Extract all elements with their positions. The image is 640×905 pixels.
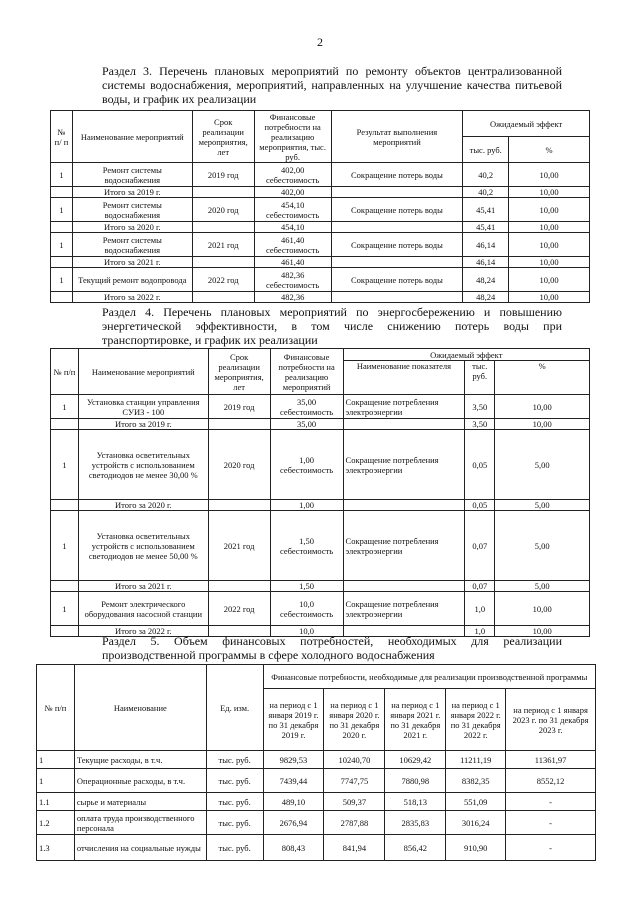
cell-value: 7880,98 bbox=[385, 769, 446, 793]
cell-pct: 10,00 bbox=[495, 592, 590, 626]
cell-fin: 1,00 bbox=[270, 500, 343, 511]
table-row bbox=[51, 198, 590, 222]
cell-fin: 454,10 bbox=[254, 222, 331, 233]
cell-value: 8382,35 bbox=[446, 769, 506, 793]
cell-result: Сокращение потерь воды bbox=[331, 233, 463, 257]
table-total-row bbox=[51, 581, 590, 592]
cell-value: 11361,97 bbox=[506, 751, 596, 769]
cell-thous: 48,24 bbox=[463, 292, 509, 303]
table-total-row bbox=[51, 292, 590, 303]
table-row bbox=[37, 835, 596, 861]
cell-thous: 40,2 bbox=[463, 163, 509, 187]
cell-thous: 0,07 bbox=[465, 581, 495, 592]
cell-fin: 482,36 себестоимость bbox=[254, 268, 331, 292]
cell-term: 2022 год bbox=[192, 268, 254, 292]
s3-header-name: Наименование мероприятий bbox=[72, 111, 192, 163]
cell-fin: 35,00 себестоимость bbox=[270, 395, 343, 419]
table-row bbox=[51, 430, 590, 500]
cell-thous: 46,14 bbox=[463, 257, 509, 268]
cell-pct: 10,00 bbox=[509, 222, 590, 233]
s5-header-period: на период с 1 января 2022 г. по 31 декабря 2022 г. bbox=[446, 689, 506, 751]
s3-header-pct: % bbox=[509, 137, 590, 163]
cell-total-label: Итого за 2020 г. bbox=[72, 222, 192, 233]
cell-unit: тыс. руб. bbox=[206, 769, 263, 793]
cell-fin: 10,0 bbox=[270, 626, 343, 637]
cell-value: 7747,75 bbox=[324, 769, 385, 793]
cell-value: 808,43 bbox=[263, 835, 324, 861]
section-4-table bbox=[50, 348, 590, 637]
cell-num: 1 bbox=[37, 769, 75, 793]
cell-name: Текущий ремонт водопровода bbox=[72, 268, 192, 292]
cell-unit: тыс. руб. bbox=[206, 793, 263, 811]
table-row bbox=[51, 233, 590, 257]
cell-pct: 10,00 bbox=[509, 257, 590, 268]
cell-value: 841,94 bbox=[324, 835, 385, 861]
cell-fin: 402,00 bbox=[254, 187, 331, 198]
s5-header-period: на период с 1 января 2020 г. по 31 декабря 2020 г. bbox=[324, 689, 385, 751]
cell-value: 8552,12 bbox=[506, 769, 596, 793]
cell-thous: 1,0 bbox=[465, 592, 495, 626]
cell-num: 1.3 bbox=[37, 835, 75, 861]
cell-fin: 461,40 bbox=[254, 257, 331, 268]
table-row bbox=[51, 592, 590, 626]
cell-thous: 3,50 bbox=[465, 419, 495, 430]
cell-indicator: Сокращение потребления электроэнергии bbox=[343, 592, 465, 626]
cell-term: 2022 год bbox=[208, 592, 270, 626]
s4-header-term: Срок реализации мероприятия, лет bbox=[208, 349, 270, 395]
table-row bbox=[51, 268, 590, 292]
table-total-row bbox=[51, 257, 590, 268]
cell-indicator: Сокращение потребления электроэнергии bbox=[343, 430, 465, 500]
cell-value: 9829,53 bbox=[263, 751, 324, 769]
cell-pct: 10,00 bbox=[495, 626, 590, 637]
cell-pct: 10,00 bbox=[509, 233, 590, 257]
cell-fin: 461,40 себестоимость bbox=[254, 233, 331, 257]
cell-fin: 10,0 себестоимость bbox=[270, 592, 343, 626]
cell-num: 1 bbox=[51, 198, 73, 222]
cell-term: 2020 год bbox=[192, 198, 254, 222]
s3-header-term: Срок реализации мероприятия, лет bbox=[192, 111, 254, 163]
cell-num: 1 bbox=[51, 268, 73, 292]
cell-total-label: Итого за 2022 г. bbox=[72, 292, 192, 303]
s3-header-effect: Ожидаемый эффект bbox=[463, 111, 590, 137]
section-4-title: Раздел 4. Перечень плановых мероприятий по энергосбережению и повышению энергетической эффективности, в том числе снижению потерь воды при транспортировке, и график их реализации bbox=[102, 305, 562, 347]
cell-value: - bbox=[506, 835, 596, 861]
cell-fin: 482,36 bbox=[254, 292, 331, 303]
s5-header-num: № п/п bbox=[37, 665, 75, 751]
cell-name: Операционные расходы, в т.ч. bbox=[74, 769, 206, 793]
cell-term: 2021 год bbox=[192, 233, 254, 257]
table-row bbox=[37, 793, 596, 811]
cell-total-label: Итого за 2020 г. bbox=[78, 500, 208, 511]
section-3-title: Раздел 3. Перечень плановых мероприятий по ремонту объектов централизованной системы водоснабжения, мероприятий, направленных на улучшение качества питьевой воды, и график их реализации bbox=[102, 64, 562, 106]
cell-unit: тыс. руб. bbox=[206, 835, 263, 861]
cell-num: 1 bbox=[51, 592, 79, 626]
cell-fin: 454,10 себестоимость bbox=[254, 198, 331, 222]
cell-total-label: Итого за 2019 г. bbox=[78, 419, 208, 430]
s4-header-effect: Ожидаемый эффект bbox=[343, 349, 589, 361]
cell-num: 1 bbox=[51, 511, 79, 581]
cell-fin: 402,00 себестоимость bbox=[254, 163, 331, 187]
s5-header-name: Наименование bbox=[74, 665, 206, 751]
s3-header-result: Результат выполнения мероприятий bbox=[331, 111, 463, 163]
cell-value: 509,37 bbox=[324, 793, 385, 811]
cell-value: 10240,70 bbox=[324, 751, 385, 769]
cell-thous: 3,50 bbox=[465, 395, 495, 419]
cell-thous: 1,0 bbox=[465, 626, 495, 637]
cell-name: Ремонт системы водоснабжения bbox=[72, 233, 192, 257]
table-total-row bbox=[51, 187, 590, 198]
cell-pct: 10,00 bbox=[509, 163, 590, 187]
cell-total-label: Итого за 2021 г. bbox=[72, 257, 192, 268]
cell-value: 489,10 bbox=[263, 793, 324, 811]
cell-name: Ремонт системы водоснабжения bbox=[72, 163, 192, 187]
s5-header-period: на период с 1 января 2021 г. по 31 декабря 2021 г. bbox=[385, 689, 446, 751]
s4-header-pct: % bbox=[495, 361, 590, 395]
cell-value: 10629,42 bbox=[385, 751, 446, 769]
cell-name: Установка осветительных устройств с использованием светодиодов не менее 30,00 % bbox=[78, 430, 208, 500]
cell-value: 551,09 bbox=[446, 793, 506, 811]
section-5-table bbox=[36, 664, 596, 861]
cell-pct: 10,00 bbox=[509, 198, 590, 222]
s4-header-thous: тыс. руб. bbox=[465, 361, 495, 395]
cell-pct: 5,00 bbox=[495, 511, 590, 581]
cell-value: 2787,88 bbox=[324, 811, 385, 835]
cell-num: 1 bbox=[37, 751, 75, 769]
cell-num: 1 bbox=[51, 430, 79, 500]
cell-term: 2021 год bbox=[208, 511, 270, 581]
s4-header-num: № п/п bbox=[51, 349, 79, 395]
cell-pct: 10,00 bbox=[509, 268, 590, 292]
cell-pct: 5,00 bbox=[495, 500, 590, 511]
table-row bbox=[37, 811, 596, 835]
cell-thous: 46,14 bbox=[463, 233, 509, 257]
s3-header-fin: Финансовые потребности на реализацию мероприятия, тыс. руб. bbox=[254, 111, 331, 163]
cell-indicator: Сокращение потребления электроэнергии bbox=[343, 395, 465, 419]
cell-value: 2835,83 bbox=[385, 811, 446, 835]
cell-result: Сокращение потерь воды bbox=[331, 163, 463, 187]
cell-name: Ремонт системы водоснабжения bbox=[72, 198, 192, 222]
cell-value: 856,42 bbox=[385, 835, 446, 861]
cell-num: 1 bbox=[51, 233, 73, 257]
s3-header-num: № п/ п bbox=[51, 111, 73, 163]
page-number: 2 bbox=[317, 35, 323, 49]
cell-result: Сокращение потерь воды bbox=[331, 268, 463, 292]
s4-header-fin: Финансовые потребности на реализацию мероприятий bbox=[270, 349, 343, 395]
cell-thous: 0,05 bbox=[465, 500, 495, 511]
cell-value: 11211,19 bbox=[446, 751, 506, 769]
cell-result: Сокращение потерь воды bbox=[331, 198, 463, 222]
s5-header-unit: Ед. изм. bbox=[206, 665, 263, 751]
s5-header-fin: Финансовые потребности, необходимые для реализации производственной программы bbox=[263, 665, 595, 689]
cell-pct: 10,00 bbox=[509, 187, 590, 198]
cell-num: 1.1 bbox=[37, 793, 75, 811]
cell-unit: тыс. руб. bbox=[206, 811, 263, 835]
table-total-row bbox=[51, 419, 590, 430]
section-5-title: Раздел 5. Объем финансовых потребностей, необходимых для реализации производственной программы в сфере холодного водоснабжения bbox=[102, 634, 562, 662]
table-row bbox=[37, 769, 596, 793]
cell-thous: 45,41 bbox=[463, 222, 509, 233]
s5-header-period: на период с 1 января 2023 г. по 31 декабря 2023 г. bbox=[506, 689, 596, 751]
table-row bbox=[51, 511, 590, 581]
cell-thous: 40,2 bbox=[463, 187, 509, 198]
cell-pct: 10,00 bbox=[495, 395, 590, 419]
table-total-row bbox=[51, 222, 590, 233]
cell-total-label: Итого за 2019 г. bbox=[72, 187, 192, 198]
cell-unit: тыс. руб. bbox=[206, 751, 263, 769]
s3-header-thous: тыс. руб. bbox=[463, 137, 509, 163]
cell-fin: 1,00 себестоимость bbox=[270, 430, 343, 500]
cell-name: сырье и материалы bbox=[74, 793, 206, 811]
cell-thous: 45,41 bbox=[463, 198, 509, 222]
cell-num: 1 bbox=[51, 163, 73, 187]
table-row bbox=[51, 395, 590, 419]
cell-thous: 48,24 bbox=[463, 268, 509, 292]
cell-fin: 1,50 bbox=[270, 581, 343, 592]
cell-pct: 5,00 bbox=[495, 581, 590, 592]
table-total-row bbox=[51, 500, 590, 511]
cell-name: Установка станции управления СУИЗ - 100 bbox=[78, 395, 208, 419]
cell-name: Установка осветительных устройств с использованием светодиодов не менее 50,00 % bbox=[78, 511, 208, 581]
cell-total-label: Итого за 2022 г. bbox=[78, 626, 208, 637]
s4-header-indicator: Наименование показателя bbox=[343, 361, 465, 395]
section-3-table bbox=[50, 110, 590, 303]
cell-thous: 0,05 bbox=[465, 430, 495, 500]
table-row bbox=[51, 163, 590, 187]
cell-total-label: Итого за 2021 г. bbox=[78, 581, 208, 592]
s4-header-name: Наименование мероприятий bbox=[78, 349, 208, 395]
cell-fin: 35,00 bbox=[270, 419, 343, 430]
cell-value: - bbox=[506, 793, 596, 811]
cell-num: 1.2 bbox=[37, 811, 75, 835]
cell-fin: 1,50 себестоимость bbox=[270, 511, 343, 581]
cell-value: 518,13 bbox=[385, 793, 446, 811]
cell-pct: 10,00 bbox=[495, 419, 590, 430]
cell-term: 2019 год bbox=[192, 163, 254, 187]
cell-value: - bbox=[506, 811, 596, 835]
cell-term: 2020 год bbox=[208, 430, 270, 500]
cell-value: 7439,44 bbox=[263, 769, 324, 793]
s5-header-period: на период с 1 января 2019 г. по 31 декабря 2019 г. bbox=[263, 689, 324, 751]
cell-pct: 10,00 bbox=[509, 292, 590, 303]
cell-name: отчисления на социальные нужды bbox=[74, 835, 206, 861]
cell-indicator: Сокращение потребления электроэнергии bbox=[343, 511, 465, 581]
cell-value: 2676,94 bbox=[263, 811, 324, 835]
cell-pct: 5,00 bbox=[495, 430, 590, 500]
table-row bbox=[37, 751, 596, 769]
cell-num: 1 bbox=[51, 395, 79, 419]
cell-name: Ремонт электрического оборудования насосной станции bbox=[78, 592, 208, 626]
cell-thous: 0,07 bbox=[465, 511, 495, 581]
cell-name: Текущие расходы, в т.ч. bbox=[74, 751, 206, 769]
cell-value: 3016,24 bbox=[446, 811, 506, 835]
cell-name: оплата труда производственного персонала bbox=[74, 811, 206, 835]
cell-value: 910,90 bbox=[446, 835, 506, 861]
cell-term: 2019 год bbox=[208, 395, 270, 419]
